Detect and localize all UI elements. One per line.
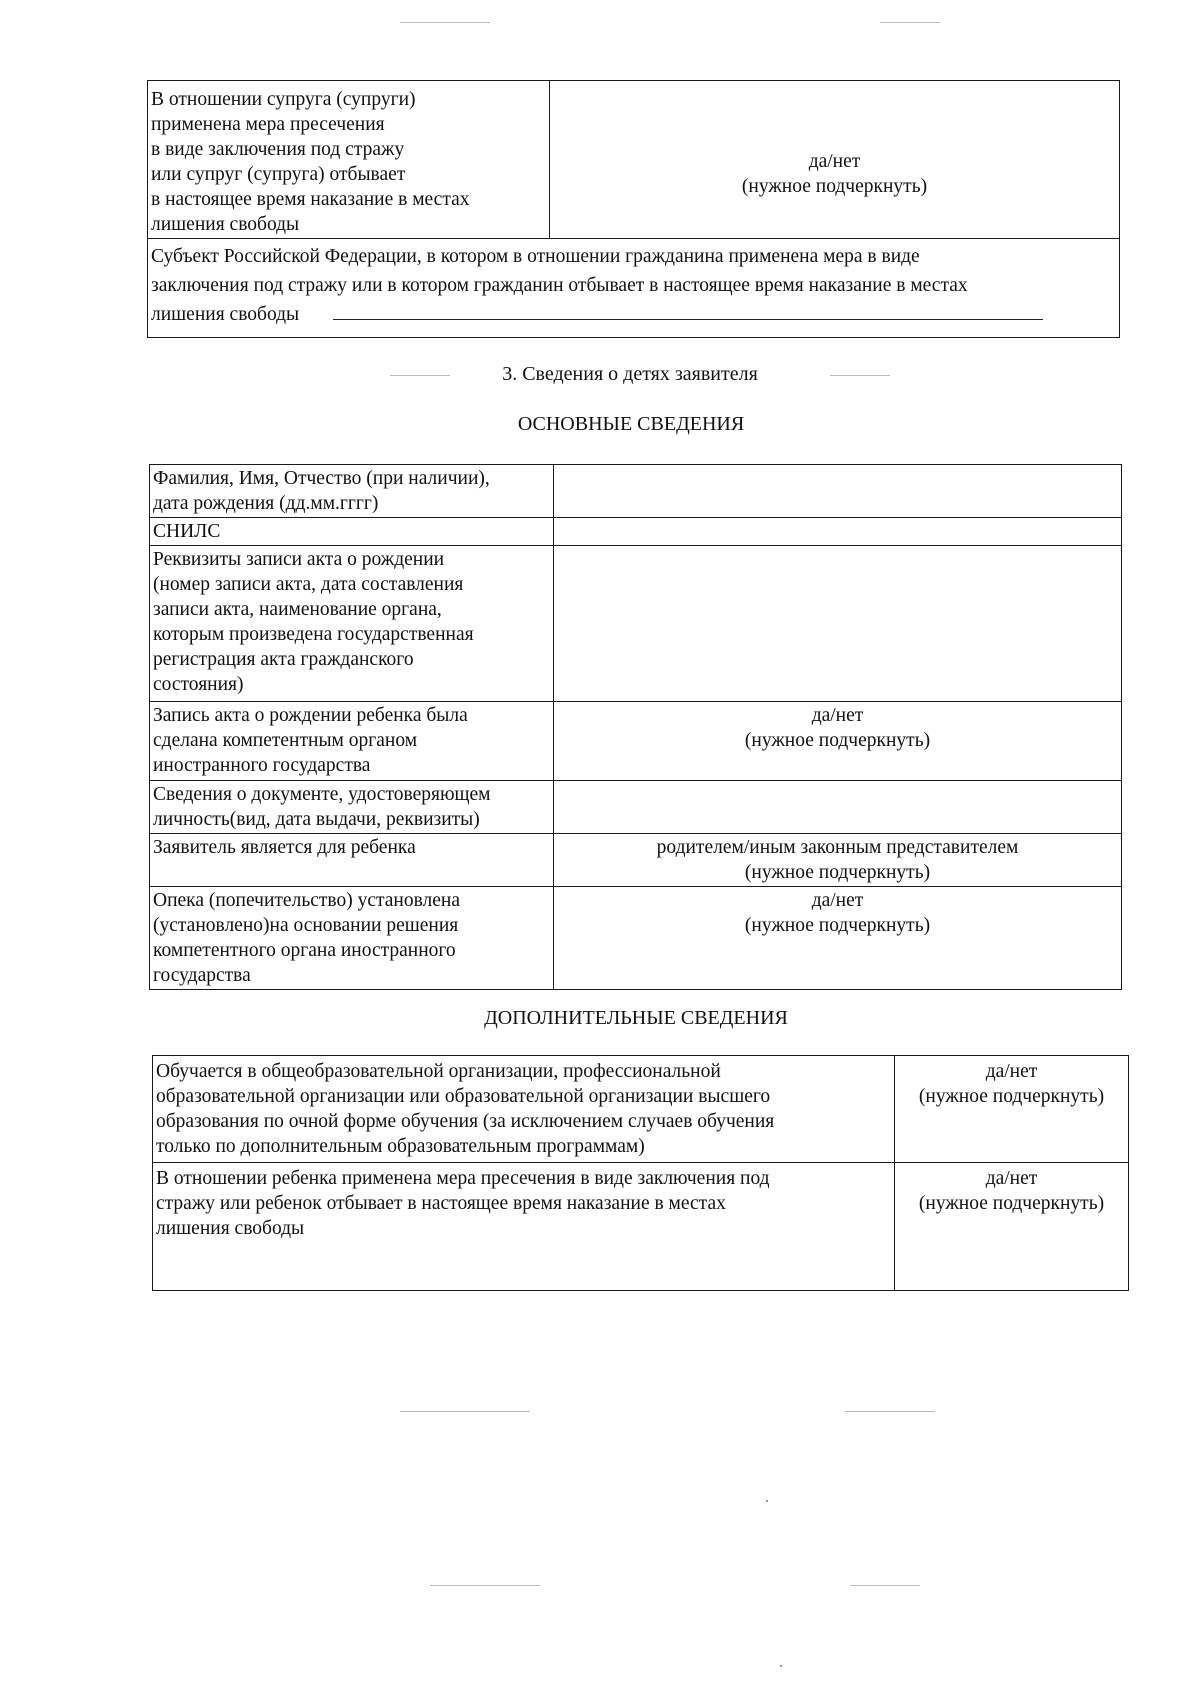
relation-option[interactable]: родителем/иным законным представителем (656, 837, 1019, 858)
label-line: Опека (попечительство) установлена (153, 890, 461, 911)
table-row (153, 1056, 1129, 1163)
label-line: сделана компетентным органом (153, 730, 418, 751)
scan-dot (766, 1500, 768, 1502)
label-line: образования по очной форме обучения (за исключением случаев обучения (156, 1111, 775, 1132)
row-label (150, 546, 554, 702)
underline-hint: (нужное подчеркнуть) (744, 730, 931, 751)
underline-hint: (нужное подчеркнуть) (744, 862, 931, 883)
label-line: Запись акта о рождении ребенка была (153, 705, 468, 726)
label-line: стражу или ребенок отбывает в настоящее время наказание в местах (156, 1193, 726, 1214)
table-row (148, 81, 1120, 239)
child-detention-cell[interactable] (895, 1163, 1129, 1291)
full-name-birthdate-field[interactable] (554, 465, 1122, 518)
label-line: Обучается в общеобразовательной организации, профессиональной (156, 1061, 721, 1082)
table-row (150, 834, 1122, 887)
scan-speck (880, 22, 940, 23)
spouse-detention-label (148, 81, 550, 239)
yes-no-option[interactable]: да/нет (985, 1061, 1038, 1082)
spouse-detention-value-cell[interactable] (550, 81, 1120, 239)
label-line: СНИЛС (153, 521, 221, 542)
label-line: Сведения о документе, удостоверяющем (153, 784, 491, 805)
label-line: лишения свободы (156, 1218, 305, 1239)
yes-no-option[interactable]: да/нет (808, 151, 861, 172)
region-fill-line[interactable] (333, 305, 1043, 320)
table-row (150, 887, 1122, 990)
scan-speck (400, 1411, 530, 1412)
label-line: государства (153, 965, 251, 986)
label-line: состояния) (153, 674, 244, 695)
label-line: иностранного государства (153, 755, 371, 776)
scan-dot (780, 1665, 782, 1667)
table-row (150, 518, 1122, 546)
label-line: Субъект Российской Федерации, в котором в отношении гражданина применена мера в виде (151, 246, 920, 267)
table-row (150, 546, 1122, 702)
label-line: или супруг (супруга) отбывает (151, 164, 406, 185)
underline-hint: (нужное подчеркнуть) (741, 176, 928, 197)
region-cell[interactable] (148, 239, 1120, 338)
label-line: заключения под стражу или в котором гражданин отбывает в настоящее время наказание в местах (151, 275, 968, 296)
full-time-study-cell[interactable] (895, 1056, 1129, 1163)
label-line: которым произведена государственная (153, 624, 474, 645)
underline-hint: (нужное подчеркнуть) (918, 1086, 1105, 1107)
guardianship-cell[interactable] (554, 887, 1122, 990)
label-line: компетентного органа иностранного (153, 940, 456, 961)
label-line: записи акта, наименование органа, (153, 599, 442, 620)
label-line: Заявитель является для ребенка (153, 837, 416, 858)
table-row (148, 239, 1120, 338)
label-line: В отношении супруга (супруги) (151, 89, 416, 110)
basic-info-heading: ОСНОВНЫЕ СВЕДЕНИЯ (517, 413, 745, 435)
scan-speck (430, 1585, 540, 1586)
label-line: (номер записи акта, дата составления (153, 574, 464, 595)
basic-info-table (149, 464, 1122, 990)
label-line: Фамилия, Имя, Отчество (при наличии), (153, 468, 490, 489)
label-line: (установлено)на основании решения (153, 915, 459, 936)
table-row (150, 465, 1122, 518)
label-line: только по дополнительным образовательным программам) (156, 1136, 645, 1157)
section-title: 3. Сведения о детях заявителя (502, 363, 758, 385)
scan-speck (400, 22, 490, 23)
table-row (153, 1163, 1129, 1291)
row-label (150, 781, 554, 834)
row-label (150, 887, 554, 990)
snils-field[interactable] (554, 518, 1122, 546)
label-line: в виде заключения под стражу (151, 139, 405, 160)
label-line: в настоящее время наказание в местах (151, 189, 470, 210)
yes-no-option[interactable]: да/нет (985, 1168, 1038, 1189)
label-line: Реквизиты записи акта о рождении (153, 549, 445, 570)
row-label (153, 1056, 895, 1163)
label-line: дата рождения (дд.мм.гггг) (153, 493, 379, 514)
label-line: регистрация акта гражданского (153, 649, 414, 670)
row-label (150, 518, 554, 546)
label-line: личность(вид, дата выдачи, реквизиты) (153, 809, 480, 830)
additional-info-table (152, 1055, 1129, 1291)
table-row (150, 702, 1122, 781)
label-line: образовательной организации или образовательной организации высшего (156, 1086, 771, 1107)
underline-hint: (нужное подчеркнуть) (744, 915, 931, 936)
scan-speck (850, 1585, 920, 1586)
scan-speck (845, 1411, 935, 1412)
identity-document-field[interactable] (554, 781, 1122, 834)
underline-hint: (нужное подчеркнуть) (918, 1193, 1105, 1214)
birth-record-details-field[interactable] (554, 546, 1122, 702)
foreign-birth-record-cell[interactable] (554, 702, 1122, 781)
additional-info-heading: ДОПОЛНИТЕЛЬНЫЕ СВЕДЕНИЯ (484, 1007, 788, 1029)
region-label-tail: лишения свободы (151, 304, 300, 325)
yes-no-option[interactable]: да/нет (811, 890, 864, 911)
label-line (151, 300, 1116, 329)
table-row (150, 781, 1122, 834)
row-label (150, 834, 554, 887)
label-line: применена мера пресечения (151, 114, 385, 135)
label-line: лишения свободы (151, 214, 300, 235)
row-label (150, 702, 554, 781)
row-label (150, 465, 554, 518)
applicant-relation-cell[interactable] (554, 834, 1122, 887)
row-label (153, 1163, 895, 1291)
yes-no-option[interactable]: да/нет (811, 705, 864, 726)
spouse-table (147, 80, 1120, 338)
label-line: В отношении ребенка применена мера пресечения в виде заключения под (156, 1168, 770, 1189)
